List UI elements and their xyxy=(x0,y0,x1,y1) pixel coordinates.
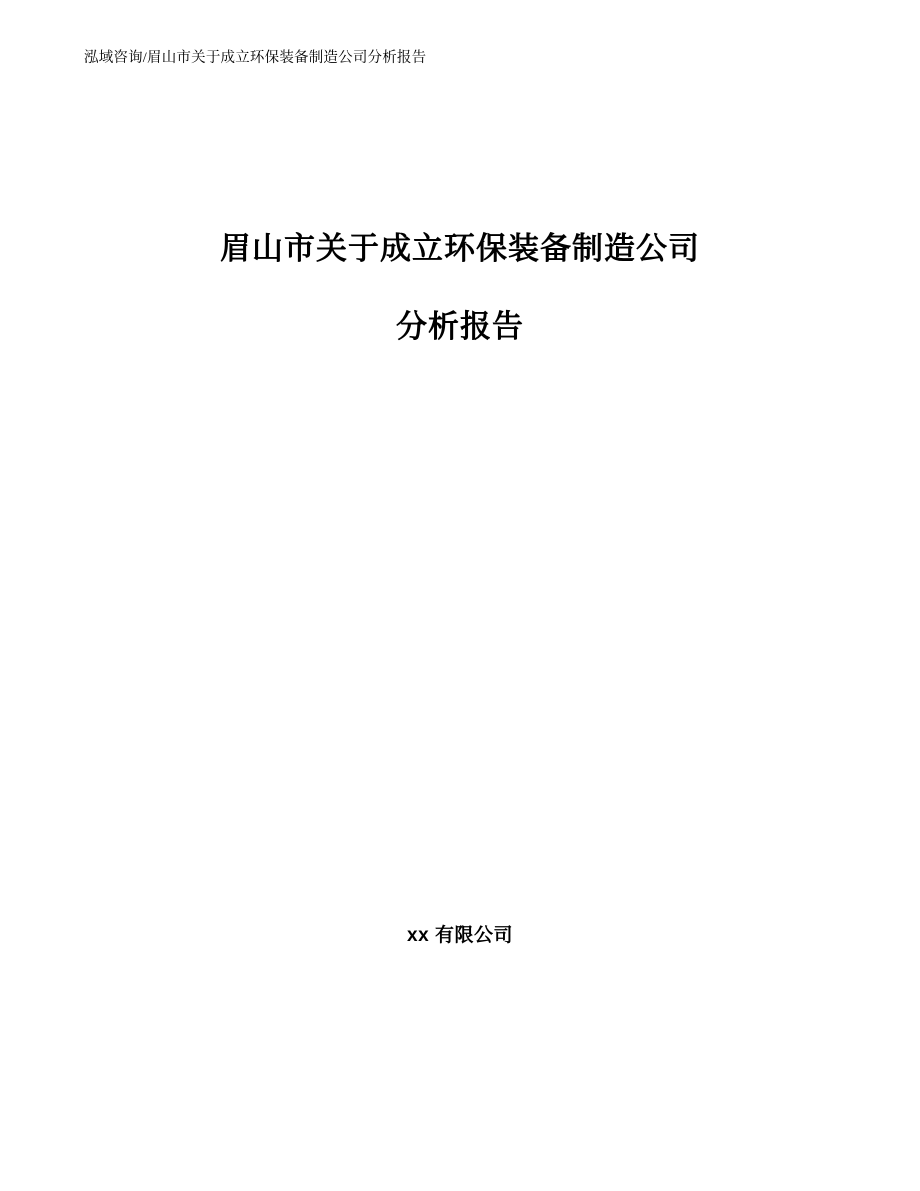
publisher-name: xx 有限公司 xyxy=(407,925,513,946)
page-title-line-1: 眉山市关于成立环保装备制造公司 xyxy=(220,231,700,266)
page-title-line-2: 分析报告 xyxy=(396,309,524,344)
document-header: 泓域咨询/眉山市关于成立环保装备制造公司分析报告 xyxy=(84,50,427,66)
document-title xyxy=(0,210,920,366)
